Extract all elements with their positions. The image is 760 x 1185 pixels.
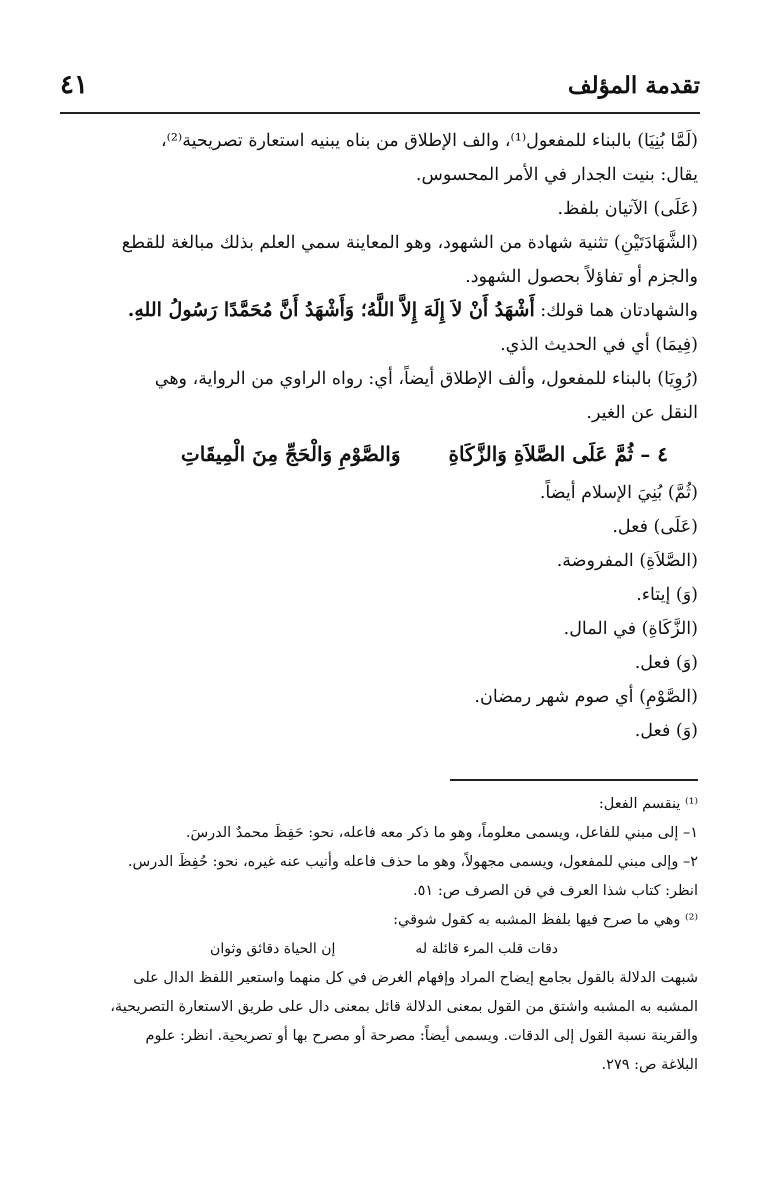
footnote-line: ⁽¹⁾ ينقسم الفعل: (598, 796, 698, 812)
text-line: (وَ) فعل. (634, 653, 698, 673)
text-line: (ثُمَّ) بُنِيَ الإسلام أيضاً. (539, 483, 698, 503)
poem-verse (62, 434, 698, 474)
footnote-divider (450, 779, 698, 781)
text-line: (الزَّكَاةِ) في المال. (563, 619, 698, 639)
footnote-poem (62, 935, 698, 964)
text-line: (عَلَى) الآتيان بلفظ. (557, 199, 698, 219)
text-line: النقل عن الغير. (586, 403, 698, 423)
text-line (62, 294, 698, 328)
text-line: (الصَّوْمِ) أي صوم شهر رمضان. (474, 687, 698, 707)
footnote-line: شبهت الدلالة بالقول بجامع إيضاح المراد وإفهام الغرض في كل منهما واستعير اللفظ الدال على (133, 970, 698, 986)
main-text (62, 124, 698, 748)
text-segment: والشهادتان هما قولك: (534, 301, 698, 321)
footnote-line: انظر: كتاب شذا العرف في فن الصرف ص: ٥١. (413, 883, 698, 899)
footnote-line: والقرينة نسبة القول إلى الدقات. ويسمى أيضاً: مصرحة أو مصرح بها أو تصريحية. انظر: علوم (145, 1028, 698, 1044)
footnote-line: المشبه به المشبه واشتق من القول بمعنى الدلالة قائل بمعنى دال على طريق الاستعارة التصريحية، (110, 999, 698, 1015)
hadith-quote: أَشْهَدُ أَنْ لاَ إِلَهَ إِلاَّ اللَّهُ؛ وَأَشْهَدُ أَنَّ مُحَمَّدًا رَسُولُ اللهِ. (127, 299, 535, 321)
text-line: (فِيمَا) أي في الحديث الذي. (500, 335, 698, 355)
verse-hemistich-first: ٤ – ثُمَّ عَلَى الصَّلاَةِ وَالزَّكَاةِ (448, 442, 668, 466)
footnotes (62, 790, 698, 1080)
footnote-line: ١– إلى مبني للفاعل، ويسمى معلوماً، وهو ما ذكر معه فاعله، نحو: حَفِظَ محمدٌ الدرسَ. (185, 825, 698, 841)
text-line: (الشَّهَادَتَيْنِ) تثنية شهادة من الشهود، وهو المعاينة سمي العلم بذلك مبالغة للقطع (121, 233, 698, 253)
text-line: (لَمَّا بُنِيَا) بالبناء للمفعول⁽¹⁾، والف الإطلاق من بناه يبنيه استعارة تصريحية⁽²⁾، (160, 131, 698, 151)
text-line: (وَ) فعل. (634, 721, 698, 741)
text-line: (رُوِيَا) بالبناء للمفعول، وألف الإطلاق أيضاً، أي: رواه الراوي من الرواية، وهي (154, 369, 698, 389)
page-number: ٤١ (60, 70, 88, 100)
text-line: والجزم أو تفاؤلاً بحصول الشهود. (465, 267, 698, 287)
page-header (60, 60, 700, 114)
text-line: (الصَّلاَةِ) المفروضة. (556, 551, 698, 571)
verse-hemistich-second: وَالصَّوْمِ وَالْحَجِّ مِنَ الْمِيقَاتِ (180, 442, 401, 466)
chapter-title: تقدمة المؤلف (567, 72, 700, 99)
footnote-line: البلاغة ص: ٢٧٩. (601, 1057, 698, 1073)
text-line: (عَلَى) فعل. (612, 517, 698, 537)
poem-hemistich-first: دقات قلب المرء قائلة له (415, 941, 558, 957)
footnote-line: ⁽²⁾ وهي ما صرح فيها بلفظ المشبه به كقول شوقي: (393, 912, 698, 928)
text-line: يقال: بنيت الجدار في الأمر المحسوس. (415, 165, 698, 185)
text-line: (وَ) إيتاء. (636, 585, 698, 605)
poem-hemistich-second: إن الحياة دقائق وثوان (210, 941, 336, 957)
footnote-line: ٢– وإلى مبني للمفعول، ويسمى مجهولاً، وهو ما حذف فاعله وأنيب عنه غيره، نحو: حُفِظَ الدرس. (127, 854, 698, 870)
